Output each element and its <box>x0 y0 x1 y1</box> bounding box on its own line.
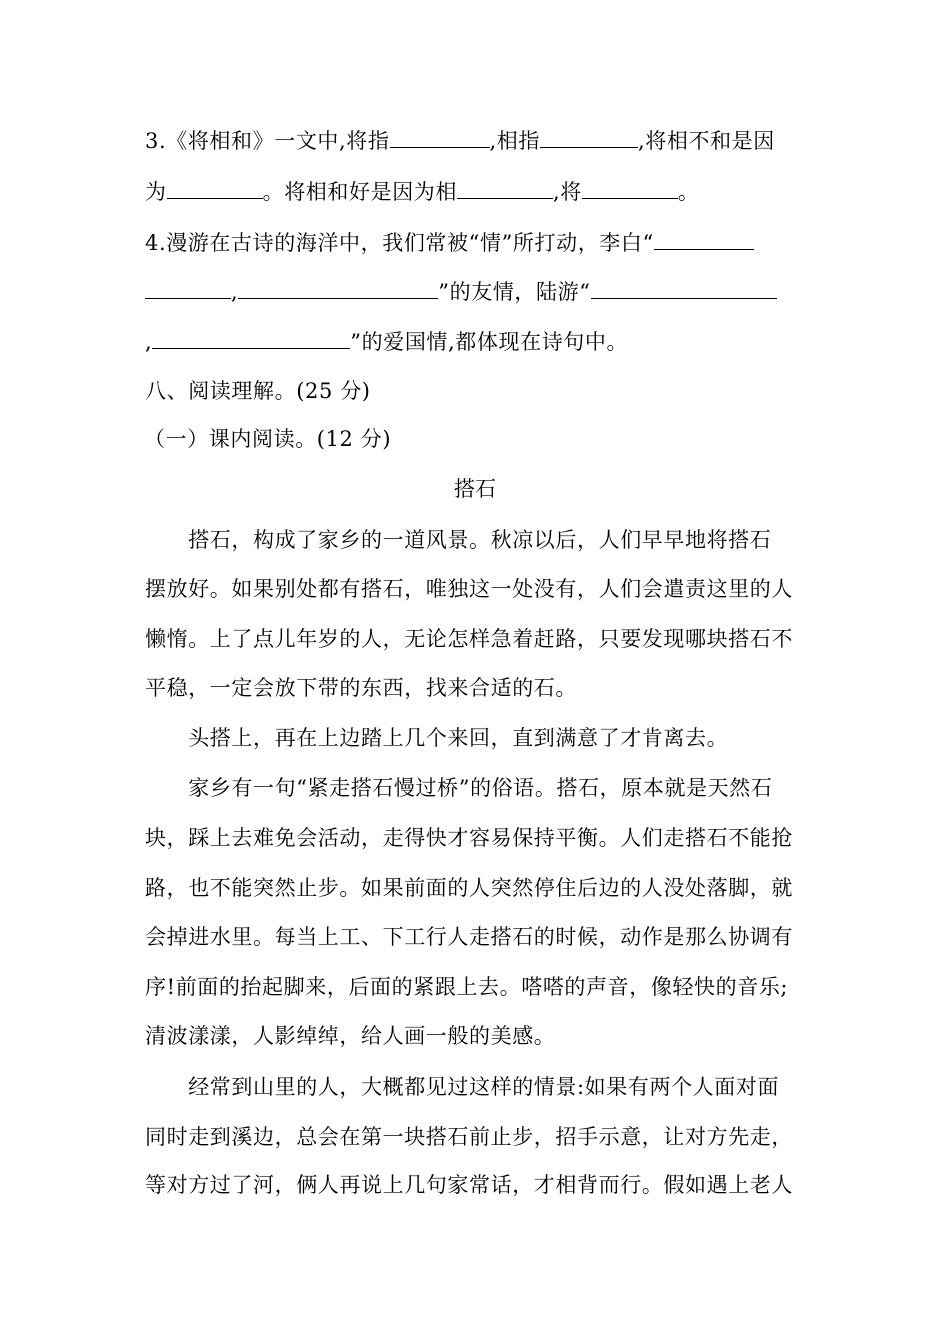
passage-line: 块，踩上去难免会活动，走得快才容易保持平衡。人们走搭石不能抢 <box>145 826 793 850</box>
q3-text: ,将相不和是因 <box>638 129 775 153</box>
section-heading: 八、阅读理解。(25 分) <box>145 379 371 403</box>
q4-text: , <box>145 330 153 354</box>
answer-blank[interactable] <box>540 127 638 148</box>
answer-blank[interactable] <box>152 328 350 349</box>
passage-line: 等对方过了河，俩人再说上几句家常话，才相背而行。假如遇上老人 <box>145 1173 793 1197</box>
q4-text: ”的友情，陆游“ <box>438 280 591 304</box>
passage-line: 会掉进水里。每当上工、下工行人走搭石的时候，动作是那么协调有 <box>145 925 793 949</box>
q3-text: 。 <box>677 180 700 204</box>
passage-line: 经常到山里的人，大概都见过这样的情景:如果有两个人面对面 <box>145 1075 780 1099</box>
passage-title: 搭石 <box>454 477 496 501</box>
q4-line-1 <box>145 228 754 258</box>
answer-blank[interactable] <box>591 278 777 299</box>
passage-line: 懒惰。上了点儿年岁的人，无论怎样急着赶路，只要发现哪块搭石不 <box>145 627 793 651</box>
subsection-heading: （一）课内阅读。(12 分) <box>144 427 392 451</box>
passage-line: 头搭上，再在上边踏上几个来回，直到满意了才肯离去。 <box>145 726 729 750</box>
q3-text: 3.《将相和》一文中,将指 <box>145 129 390 153</box>
answer-blank[interactable] <box>654 229 754 250</box>
q4-text: , <box>231 280 239 304</box>
q3-line-1 <box>145 126 775 156</box>
q4-line-3 <box>145 327 628 357</box>
answer-blank[interactable] <box>582 178 678 199</box>
q3-text: ,相指 <box>489 129 540 153</box>
answer-blank[interactable] <box>390 127 490 148</box>
passage-line: 家乡有一句“紧走搭石慢过桥”的俗语。搭石，原本就是天然石 <box>145 776 773 800</box>
passage-line: 路，也不能突然止步。如果前面的人突然停住后边的人没处落脚，就 <box>145 876 793 900</box>
q3-text: 。将相和好是因为相 <box>262 180 458 204</box>
q4-line-2 <box>145 277 777 307</box>
q4-text: 4.漫游在古诗的海洋中，我们常被“情”所打动，李白“ <box>145 231 654 255</box>
q3-text: ,将 <box>553 180 582 204</box>
answer-blank[interactable] <box>238 278 438 299</box>
passage-line: 同时走到溪边，总会在第一块搭石前止步，招手示意，让对方先走， <box>145 1125 793 1149</box>
q3-line-2 <box>145 177 700 207</box>
answer-blank[interactable] <box>457 178 553 199</box>
passage-line: 清波漾漾，人影绰绰，给人画一般的美感。 <box>145 1024 556 1048</box>
passage-line: 平稳，一定会放下带的东西，找来合适的石。 <box>145 676 577 700</box>
q3-text: 为 <box>145 180 167 204</box>
passage-line: 搭石，构成了家乡的一道风景。秋凉以后，人们早早地将搭石 <box>145 528 772 552</box>
answer-blank[interactable] <box>167 178 263 199</box>
passage-line: 摆放好。如果别处都有搭石，唯独这一处没有，人们会遣责这里的人 <box>145 577 793 601</box>
answer-blank[interactable] <box>145 278 231 299</box>
q4-text: ”的爱国情,都体现在诗句中。 <box>350 330 629 354</box>
passage-line: 序!前面的抬起脚来，后面的紧跟上去。嗒嗒的声音，像轻快的音乐; <box>145 975 789 999</box>
